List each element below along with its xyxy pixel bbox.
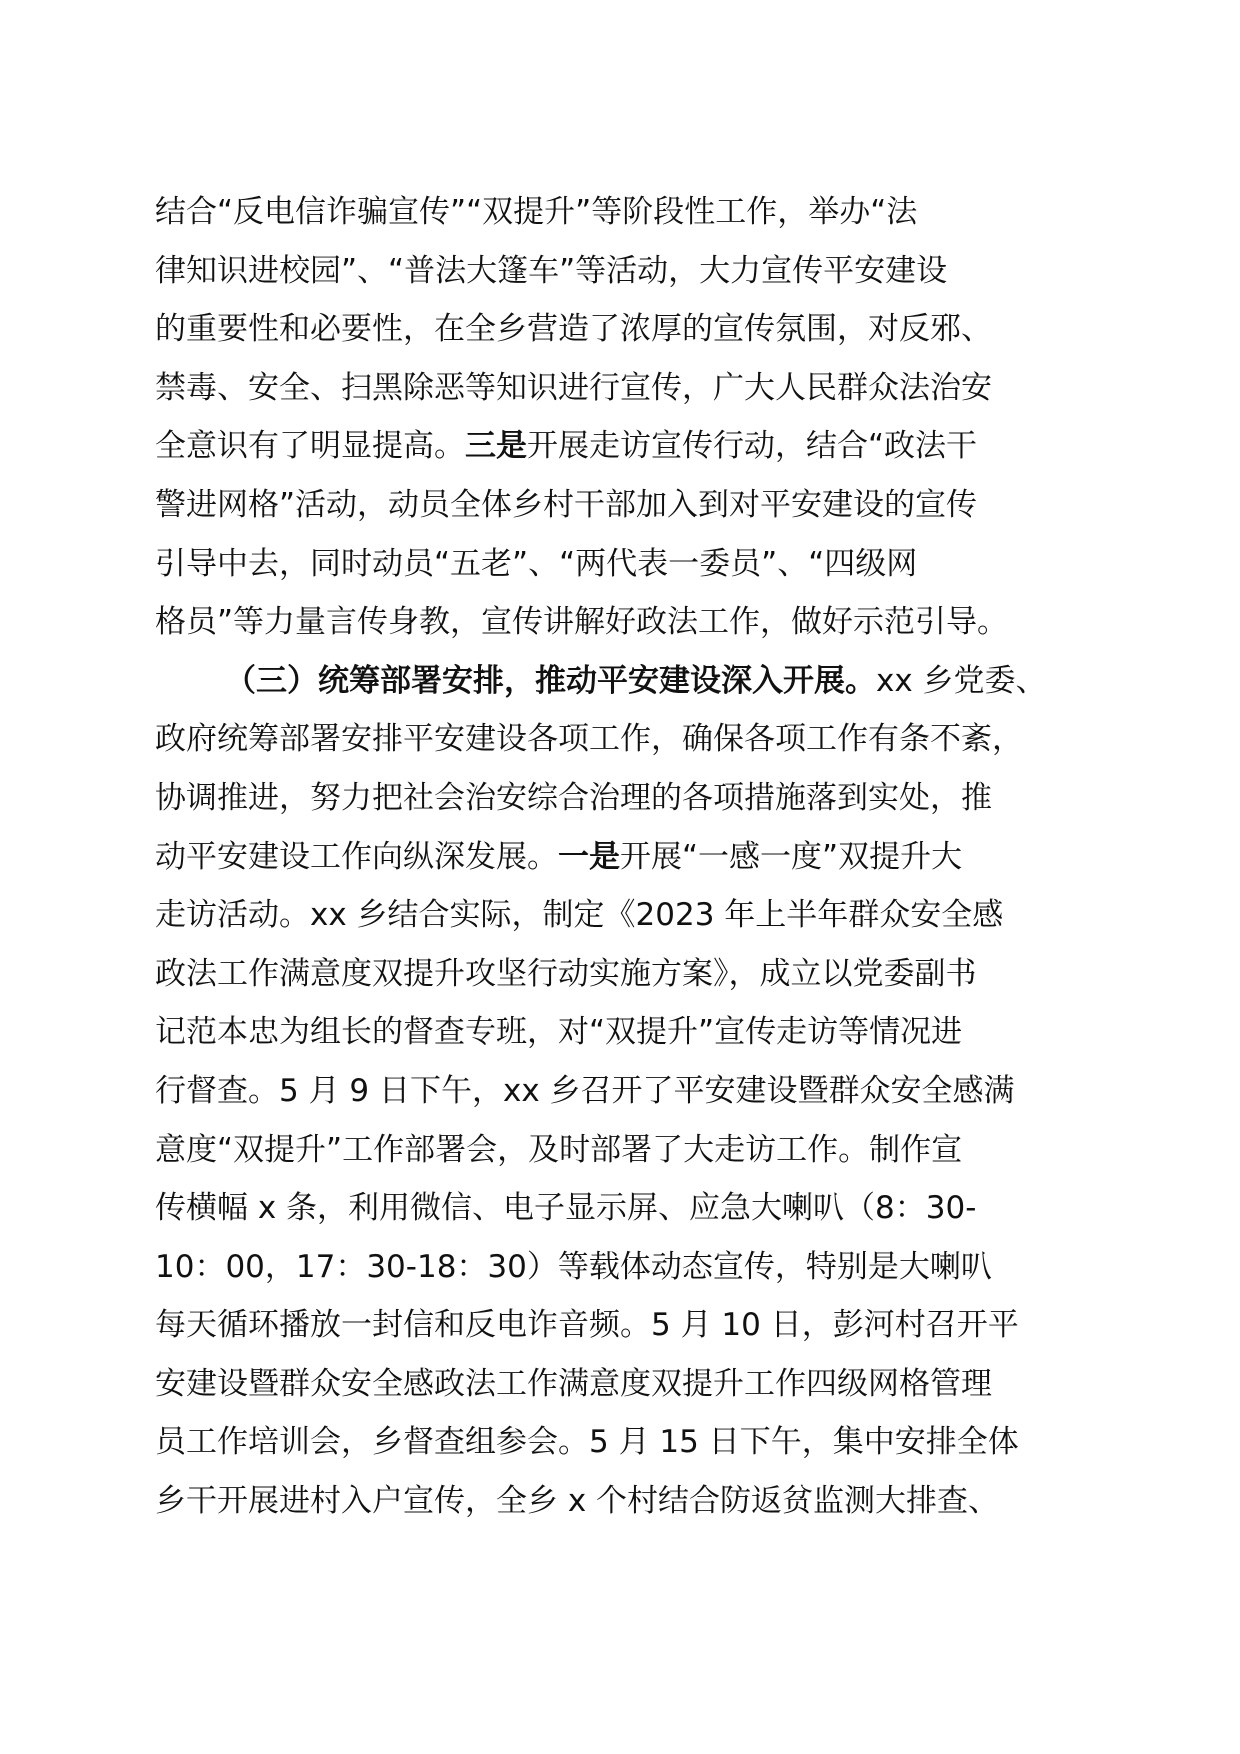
text-run: 走访活动。xx 乡结合实际，制定《2023 年上半年群众安全感 [155,897,1004,934]
text-run: 开展“一感一度”双提升大 [620,838,963,875]
text-line [155,593,1095,652]
text-line [155,1003,1095,1062]
text-run: 传横幅 x 条，利用微信、电子显示屏、应急大喇叭（8：30- [155,1190,977,1227]
text-line [155,417,1095,476]
text-line [155,1296,1095,1355]
text-run: 动平安建设工作向纵深发展。 [155,838,558,875]
text-run: 引导中去，同时动员“五老”、“两代表一委员”、“四级网 [155,545,918,582]
text-line [155,1121,1095,1180]
text-line [155,769,1095,828]
text-line [155,300,1095,359]
text-line [155,476,1095,535]
text-run: 政府统筹部署安排平安建设各项工作，确保各项工作有条不紊， [155,721,1023,758]
text-run: 律知识进校园”、“普法大篷车”等活动，大力宣传平安建设 [155,252,948,289]
text-line [155,535,1095,594]
section-heading: （三）统筹部署安排，推动平安建设深入开展。 [225,662,876,699]
text-run: 意度“双提升”工作部署会，及时部署了大走访工作。制作宣 [155,1131,963,1168]
text-run: 格员”等力量言传身教，宣传讲解好政法工作，做好示范引导。 [155,604,1009,641]
text-line [155,1413,1095,1472]
text-run: 结合“反电信诈骗宣传”“双提升”等阶段性工作，举办“法 [155,194,918,230]
text-run: 10：00，17：30-18：30）等载体动态宣传，特别是大喇叭 [155,1248,992,1285]
text-line [155,1179,1095,1238]
text-line [155,1472,1095,1531]
bold-lead: 三是 [465,428,527,465]
text-run: 员工作培训会，乡督查组参会。5 月 15 日下午，集中安排全体 [155,1424,1019,1461]
bold-lead: 一是 [558,838,620,875]
text-line [155,886,1095,945]
text-run: xx 乡党委、 [876,662,1047,699]
text-run: 安建设暨群众安全感政法工作满意度双提升工作四级网格管理 [155,1365,992,1402]
text-run: 全意识有了明显提高。 [155,428,465,465]
text-line [155,945,1095,1004]
text-run: 协调推进，努力把社会治安综合治理的各项措施落到实处，推 [155,779,992,816]
text-run: 乡干开展进村入户宣传，全乡 x 个村结合防返贫监测大排查、 [155,1483,1000,1520]
text-line [155,1238,1095,1297]
text-run: 政法工作满意度双提升攻坚行动实施方案》，成立以党委副书 [155,955,977,992]
body-text [155,183,1095,1531]
text-line [155,242,1095,301]
text-run: 禁毒、安全、扫黑除恶等知识进行宣传，广大人民群众法治安 [155,369,992,406]
text-run: 警进网格”活动，动员全体乡村干部加入到对平安建设的宣传 [155,486,978,523]
text-line [155,828,1095,887]
text-run: 行督查。5 月 9 日下午，xx 乡召开了平安建设暨群众安全感满 [155,1072,1015,1109]
text-run: 的重要性和必要性，在全乡营造了浓厚的宣传氛围，对反邪、 [155,311,992,348]
text-line [155,359,1095,418]
text-line [155,1355,1095,1414]
text-run: 开展走访宣传行动，结合“政法干 [527,428,978,465]
text-run: 记范本忠为组长的督查专班，对“双提升”宣传走访等情况进 [155,1014,963,1051]
text-line [155,183,1095,242]
text-line [155,710,1095,769]
text-line [155,1062,1095,1121]
text-run: 每天循环播放一封信和反电诈音频。5 月 10 日，彭河村召开平 [155,1307,1019,1344]
section-heading-line [155,652,1095,711]
